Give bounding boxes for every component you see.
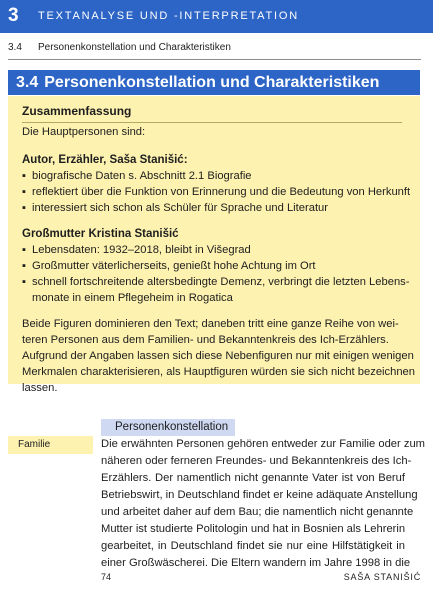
summary-title-rule xyxy=(22,122,402,123)
page-number: 74 xyxy=(101,572,112,582)
bullet-icon: ▪ xyxy=(22,244,26,256)
body-line: und arbeitet daher auf dem Bau; die namentlich nicht genannte xyxy=(101,506,414,518)
header-rule xyxy=(8,59,421,60)
bullet-icon: ▪ xyxy=(22,170,26,182)
list-item-text: biografische Daten s. Abschnitt 2.1 Biografie xyxy=(32,170,252,182)
chapter-bar xyxy=(0,0,433,33)
list-item-text: schnell fortschreitende altersbedingte Demenz, verbringt die letzten Lebens- xyxy=(32,276,410,288)
section-heading xyxy=(8,70,420,95)
body-line: Erzählers. Der namentlich nicht genannte Vater ist von Beruf xyxy=(101,472,405,484)
list-item-text: reflektiert über die Funktion von Erinnerung und die Bedeutung von Herkunft xyxy=(32,186,411,198)
body-line: Mutter ist studierte Politologin und hat in Bosnien als Lehrerin xyxy=(101,523,406,535)
list-item xyxy=(22,258,316,275)
summary-closing-line: Aufgrund der Angaben lassen sich diese Nebenfiguren nur mit einigen wenigen xyxy=(22,350,414,362)
person-heading-grandmother: Großmutter Kristina Stanišić xyxy=(22,228,179,240)
running-section-title: Personenkonstellation und Charakteristiken xyxy=(38,42,231,53)
list-item-continuation: monate in einem Pflegeheim in Rogatica xyxy=(32,292,233,304)
summary-box xyxy=(8,96,420,394)
running-section-number: 3.4 xyxy=(8,42,22,53)
body-line: gearbeitet, in Deutschland findet sie nur eine Hilfstätigkeit in xyxy=(101,540,405,552)
summary-intro: Die Hauptpersonen sind: xyxy=(22,126,146,138)
bullet-icon: ▪ xyxy=(22,260,26,272)
summary-closing-line: Merkmalen charakterisieren, als Hauptfiguren würden sie sich nicht bezeichnen xyxy=(22,366,416,378)
list-item xyxy=(22,200,328,217)
body-line: einer Großwäscherei. Die Eltern wandern im Jahre 1998 in die xyxy=(101,557,411,569)
body-line: näheren oder ferneren Freundes- und Bekanntenkreis des Ich- xyxy=(101,455,412,467)
footer-author: SAŠA STANIŠIĆ xyxy=(343,572,421,582)
summary-title: Zusammenfassung xyxy=(22,104,132,118)
list-item-text: interessiert sich schon als Schüler für Sprache und Literatur xyxy=(32,202,328,214)
body-line: Betriebswirt, in Deutschland findet er keine adäquate Anstellung xyxy=(101,489,418,501)
bullet-icon: ▪ xyxy=(22,202,26,214)
list-item xyxy=(22,168,252,185)
person-heading-author: Autor, Erzähler, Saša Stanišić: xyxy=(22,154,188,166)
list-item xyxy=(22,274,409,291)
list-item-text: Lebensdaten: 1932–2018, bleibt in Višegrad xyxy=(32,244,251,256)
summary-closing-line: Beide Figuren dominieren den Text; daneben tritt eine ganze Reihe von wei- xyxy=(22,318,399,330)
subsection-heading: Personenkonstellation xyxy=(101,419,235,436)
running-header xyxy=(8,41,231,54)
list-item-text: Großmutter väterlicherseits, genießt hohe Achtung im Ort xyxy=(32,260,316,272)
summary-closing-line: lassen. xyxy=(22,382,58,394)
chapter-number: 3 xyxy=(8,5,19,26)
bullet-icon: ▪ xyxy=(22,186,26,198)
section-number: 3.4 xyxy=(16,74,39,91)
body-line: Die erwähnten Personen gehören entweder zur Familie oder zum xyxy=(101,438,425,450)
margin-tag: Familie xyxy=(8,436,93,454)
section-title: Personenkonstellation und Charakteristiken xyxy=(44,74,380,91)
bullet-icon: ▪ xyxy=(22,276,26,288)
list-item xyxy=(22,242,251,259)
summary-closing-line: teren Personen aus dem Familien- und Bekanntenkreis des Ich-Erzählers. xyxy=(22,334,389,346)
list-item xyxy=(22,184,410,201)
chapter-title: TEXTANALYSE UND -INTERPRETATION xyxy=(38,10,299,22)
